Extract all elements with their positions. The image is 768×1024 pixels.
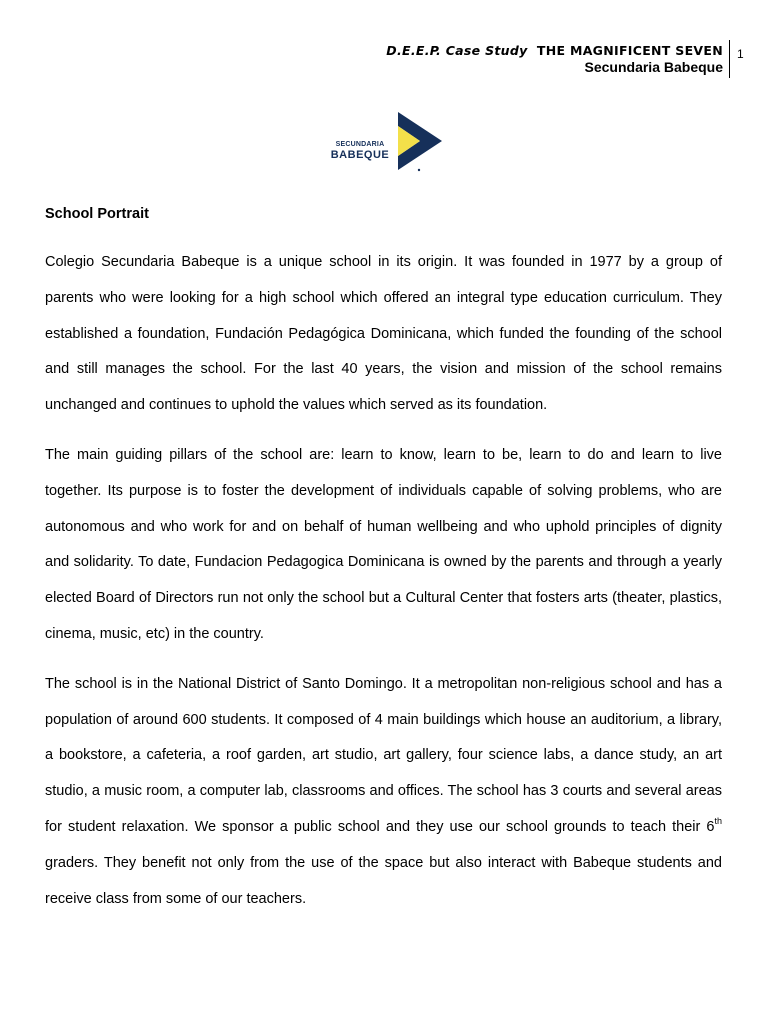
section-title: School Portrait — [45, 206, 149, 222]
logo-text-line1: SECUNDARIA — [335, 141, 385, 148]
paragraph-location-text-start: The school is in the National District of Santo Domingo. It a metropolitan non-religious school and has a population of around 600 students. It composed of 4 main buildings which house an auditorium, a library, a bookstore, a cafeteria, a roof garden, art studio, art gallery, four science labs, a dance study, an art studio, a music room, a computer lab, classrooms and offices. The school has 3 courts and several areas for student relaxation. We sponsor a public school and they use our school grounds to teach their 6 — [45, 675, 722, 835]
logo-wordmark — [326, 139, 394, 161]
page-header — [386, 42, 723, 76]
school-logo — [326, 112, 444, 174]
paragraph-pillars: The main guiding pillars of the school are: learn to know, learn to be, learn to do and learn to live together. Its purpose is to foster the development of individuals capable of solving problems, who are autonomous and who work for and on behalf of human wellbeing and who uphold principles of dignity and solidarity. To date, Fundacion Pedagogica Dominicana is owned by the parents and through a yearly elected Board of Directors run not only the school but a Cultural Center that fosters arts (theater, plastics, cinema, music, etc) in the country. — [45, 446, 722, 642]
header-case-title: THE MAGNIFICENT SEVEN — [536, 43, 723, 58]
header-case-prefix: D.E.E.P. Case Study — [386, 43, 528, 58]
header-school-name: Secundaria Babeque — [584, 59, 723, 75]
document-body — [45, 204, 722, 931]
ordinal-superscript: th — [714, 815, 722, 826]
header-case-line — [386, 42, 723, 59]
header-divider — [729, 40, 730, 78]
logo-arrow-icon — [394, 112, 442, 174]
paragraph-location — [45, 667, 722, 918]
paragraph-origin: Colegio Secundaria Babeque is a unique school in its origin. It was founded in 1977 by a group of parents who were looking for a high school which offered an integral type education curriculum. They established a foundation, Fundación Pedagógica Dominicana, which funded the founding of the school and still manages the school. For the last 40 years, the vision and mission of the school remains unchanged and continues to uphold the values which served as its foundation. — [45, 254, 722, 414]
page-number: 1 — [737, 47, 744, 61]
paragraph-location-text-end: graders. They benefit not only from the use of the space but also interact with Babeque students and receive class from some of our teachers. — [45, 854, 722, 907]
logo-text-line2: BABEQUE — [330, 149, 390, 161]
